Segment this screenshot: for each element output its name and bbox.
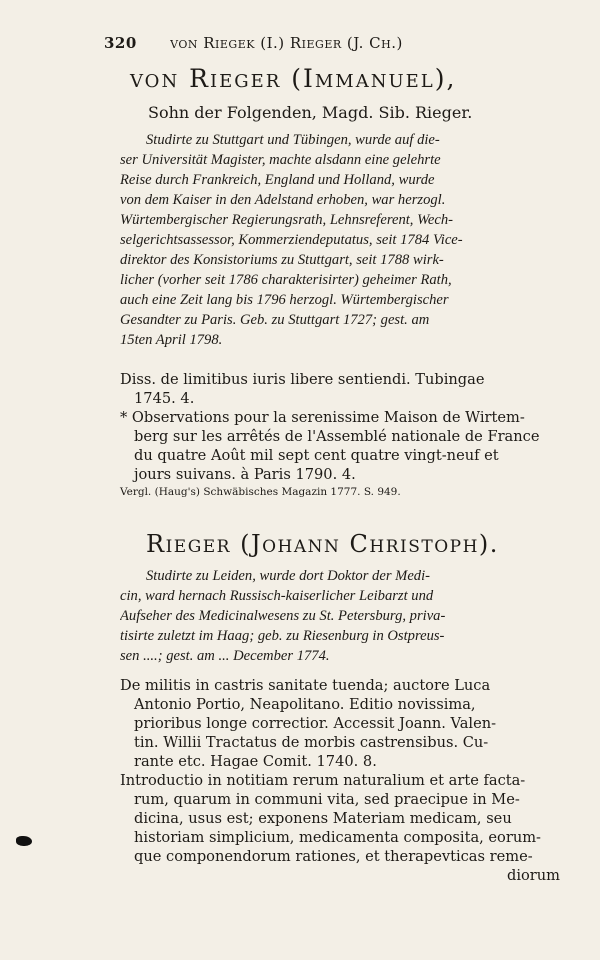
bio-line: von dem Kaiser in den Adelstand erhoben, war herzogl. bbox=[120, 192, 446, 208]
entry1-biography bbox=[120, 130, 560, 350]
bio-line: tisirte zuletzt im Haag; geb. zu Riesenburg in Ostpreus- bbox=[120, 628, 445, 644]
work-line: De militis in castris sanitate tuenda; auctore Luca bbox=[120, 677, 491, 694]
bio-line: selgerichtsassessor, Kommerziendeputatus, seit 1784 Vice- bbox=[120, 232, 463, 248]
work-line: rante etc. Hagae Comit. 1740. 8. bbox=[134, 753, 377, 770]
bio-line: Aufseher des Medicinalwesens zu St. Petersburg, priva- bbox=[120, 608, 446, 624]
entry1-works bbox=[120, 370, 560, 484]
work-line: que componendorum rationes, et therapevticas reme- bbox=[134, 848, 533, 865]
work-line: tin. Willii Tractatus de morbis castrensibus. Cu- bbox=[134, 734, 489, 751]
work-line: jours suivans. à Paris 1790. 4. bbox=[134, 466, 356, 483]
work-line: * Observations pour la serenissime Maison de Wirtem- bbox=[120, 409, 525, 426]
bio-line: Studirte zu Leiden, wurde dort Doktor der Medi- bbox=[146, 568, 431, 584]
bio-line: 15ten April 1798. bbox=[120, 332, 223, 348]
bio-line: auch eine Zeit lang bis 1796 herzogl. Würtembergischer bbox=[120, 292, 449, 308]
bio-line: Studirte zu Stuttgart und Tübingen, wurde auf die- bbox=[146, 132, 440, 148]
bio-line: sen ....; gest. am ... December 1774. bbox=[120, 648, 330, 664]
work-line: Antonio Portio, Neapolitano. Editio novissima, bbox=[134, 696, 476, 713]
entry1-reference: Vergl. (Haug's) Schwäbisches Magazin 1777. S. 949. bbox=[120, 486, 401, 498]
work-line: du quatre Août mil sept cent quatre vingt-neuf et bbox=[134, 447, 499, 464]
entry2-biography bbox=[120, 566, 560, 666]
work-line: prioribus longe correctior. Accessit Joann. Valen- bbox=[134, 715, 497, 732]
work-line: historiam simplicium, medicamenta composita, eorum- bbox=[134, 829, 541, 846]
work-line: 1745. 4. bbox=[134, 390, 195, 407]
bio-line: Würtembergischer Regierungsrath, Lehnsreferent, Wech- bbox=[120, 212, 454, 228]
ink-blot bbox=[16, 836, 32, 846]
entry2-works bbox=[120, 676, 560, 885]
bio-line: licher (vorher seit 1786 charakterisirter) geheimer Rath, bbox=[120, 272, 452, 288]
work-line: Diss. de limitibus iuris libere sentiendi. Tubingae bbox=[120, 371, 485, 388]
work-line: Introductio in notitiam rerum naturalium et arte facta- bbox=[120, 772, 526, 789]
work-line: berg sur les arrêtés de l'Assemblé nationale de France bbox=[134, 428, 540, 445]
running-head: von Riegek (I.) Rieger (J. Ch.) bbox=[170, 34, 403, 52]
bio-line: ser Universität Magister, machte alsdann eine gelehrte bbox=[120, 152, 441, 168]
bio-line: Gesandter zu Paris. Geb. zu Stuttgart 1727; gest. am bbox=[120, 312, 430, 328]
entry1-title: von Rieger (Immanuel), bbox=[130, 64, 457, 93]
entry1-subtitle: Sohn der Folgenden, Magd. Sib. Rieger. bbox=[148, 103, 473, 122]
catchword: diorum bbox=[506, 867, 560, 884]
bio-line: direktor des Konsistoriums zu Stuttgart, seit 1788 wirk- bbox=[120, 252, 444, 268]
running-header bbox=[104, 34, 504, 52]
bio-line: cin, ward hernach Russisch-kaiserlicher Leibarzt und bbox=[120, 588, 434, 604]
work-line: rum, quarum in communi vita, sed praecipue in Me- bbox=[134, 791, 520, 808]
page-number: 320 bbox=[104, 34, 137, 52]
bio-line: Reise durch Frankreich, England und Holland, wurde bbox=[120, 172, 435, 188]
work-line: dicina, usus est; exponens Materiam medicam, seu bbox=[134, 810, 512, 827]
entry2-title: Rieger (Johann Christoph). bbox=[146, 530, 499, 558]
